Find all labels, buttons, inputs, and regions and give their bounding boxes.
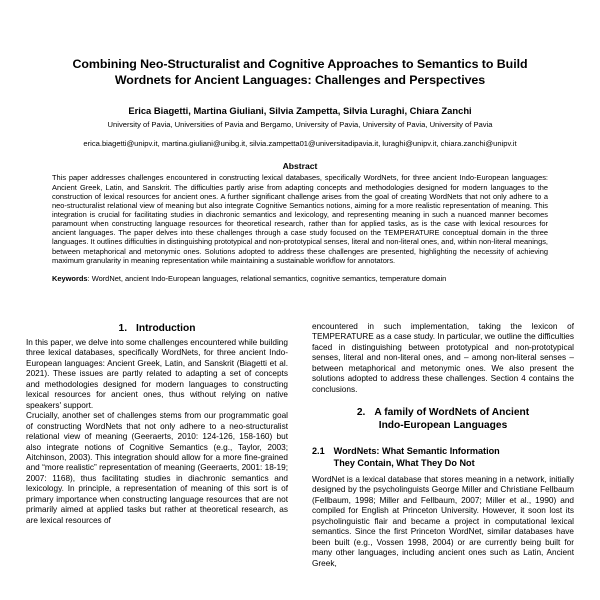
section-2-heading-line-1 bbox=[312, 406, 574, 419]
keywords-line bbox=[26, 274, 574, 283]
page-title: Combining Neo-Structuralist and Cognitive Approaches to Semantics to Build Wordnets for Ancient Languages: Challenges and Perspectives bbox=[72, 57, 528, 87]
left-column bbox=[26, 322, 288, 600]
abstract-body: This paper addresses challenges encountered in constructing lexical databases, specifically WordNets, for three ancient Indo-European languages: Ancient Greek, Latin, and Sanskrit. The difficulties partly arise from adapting concepts and methodologies designed for modern languages to the construction of lexical resources for ancient ones. A further significant challenge arises from the goal of creating WordNets that not only adhere to a neo-structuralist relational view of meaning but also integrate Cognitive Semantics notions, aiming for a more realistic representation of meaning. This integration is crucial for facilitating studies in diachronic semantics and lexicology, and representing meaning in such a nuanced manner becomes paramount when constructing language resources for theoretical research, rather than for applied tasks, as is the case with lexical resources for ancient languages. The paper delves into these challenges through a case study focused on the TEMPERATURE conceptual domain in the three languages. It outlines difficulties in distinguishing prototypical and non-prototypical senses, literal and non-literal ones, and, within non-literal meanings, between metaphorical and metonymic ones. Solutions adopted to address these challenges are presented, highlighting the necessity of achieving maximum granularity in meaning representation while maintaining a sustainable workflow for annotators. bbox=[52, 173, 548, 265]
keywords-label: Keywords bbox=[52, 273, 88, 283]
body-columns bbox=[26, 322, 574, 600]
section-1-heading bbox=[26, 322, 288, 338]
section-1-paragraph-1: In this paper, we delve into some challenges encountered while building three lexical databases, specifically WordNets, for three ancient Indo-European languages: Ancient Greek, Latin, and Sanskrit (Biagetti et al. 2021). These issues are partly related to adapting a set of concepts and methodologies designed for modern languages to constructing lexical resources for ancient ones, thus without relying on native speakers' support. bbox=[26, 338, 288, 410]
section-2-number: 2. bbox=[356, 407, 366, 419]
section-2-heading bbox=[312, 406, 574, 435]
section-2-1-title-line-1: WordNets: What Semantic Information bbox=[333, 446, 500, 457]
right-column bbox=[312, 322, 574, 600]
abstract-section bbox=[26, 161, 574, 265]
section-2-1-number: 2.1 bbox=[312, 446, 325, 457]
section-2-1-heading bbox=[312, 444, 574, 471]
abstract-heading: Abstract bbox=[282, 161, 318, 172]
email-list: erica.biagetti@unipv.it, martina.giuliani@unibg.it, silvia.zampetta01@universitadipavia.it, luraghi@unipv.it, chiara.zanchi@unipv.it bbox=[83, 138, 517, 148]
section-2-1-title bbox=[334, 446, 574, 469]
section-1-title: Introduction bbox=[136, 323, 196, 334]
section-1-paragraph-2: Crucially, another set of challenges stems from our programmatic goal of constructing WordNets that not only adhere to a neo-structuralist relational view of meaning (Geeraerts, 2010: 124-126, 158-160) but also integrate notions of Cognitive Semantics (e.g., Taylor, 2003; Aitchinson, 2003). This integration should allow for a more fine-grained and “more realistic” representation of meaning (Geeraerts, 2001: 18-19; 2007: 1168), thus facilitating studies in diachronic semantics and lexicology. In principle, a representation of meaning of this sort is of primary importance when constructing language resources that are not primarily aimed at applied tasks but rather at theoretical research, as are lexical resources of bbox=[26, 411, 288, 525]
author-list: Erica Biagetti, Martina Giuliani, Silvia Zampetta, Silvia Luraghi, Chiara Zanchi bbox=[128, 105, 472, 117]
section-2-1-paragraph-1: WordNet is a lexical database that stores meaning in a network, initially designed by the psycholinguists George Miller and Christiane Fellbaum (Fellbaum, 1998; Miller and Fellbaum, 2007; Miller et al., 1990) and compiled for English at Princeton University. However, it soon lost its psycholinguistic flair and became a project in computational lexical semantics. Since the first Princeton WordNet, similar databases have been built (e.g., Vossen 1998, 2004) or are currently being built for many other languages, including ancient ones such as Latin, Ancient Greek, bbox=[312, 474, 574, 568]
section-2-1-title-line-2: They Contain, What They Do Not bbox=[333, 457, 475, 468]
intro-continued-paragraph: encountered in such implementation, taking the lexicon of TEMPERATURE as a case study. In particular, we outline the difficulties faced in distinguishing between prototypical and non-prototypical senses, literal and non-literal ones, and – among non-literal senses – between metaphorical and metonymic ones. We also present the solutions adopted to address these challenges. Section 4 contains the conclusions. bbox=[312, 322, 574, 394]
section-2-title-line-2: Indo-European Languages bbox=[378, 420, 508, 432]
affiliation-list: University of Pavia, Universities of Pavia and Bergamo, University of Pavia, University of Pavia, University of Pavia bbox=[107, 120, 493, 130]
keywords-value: WordNet, ancient Indo-European languages, relational semantics, cognitive semantics, temperature domain bbox=[91, 273, 447, 283]
section-2-title-line-1: A family of WordNets of Ancient bbox=[374, 407, 530, 419]
section-1-number: 1. bbox=[118, 323, 128, 334]
keywords-separator: : bbox=[87, 273, 92, 283]
